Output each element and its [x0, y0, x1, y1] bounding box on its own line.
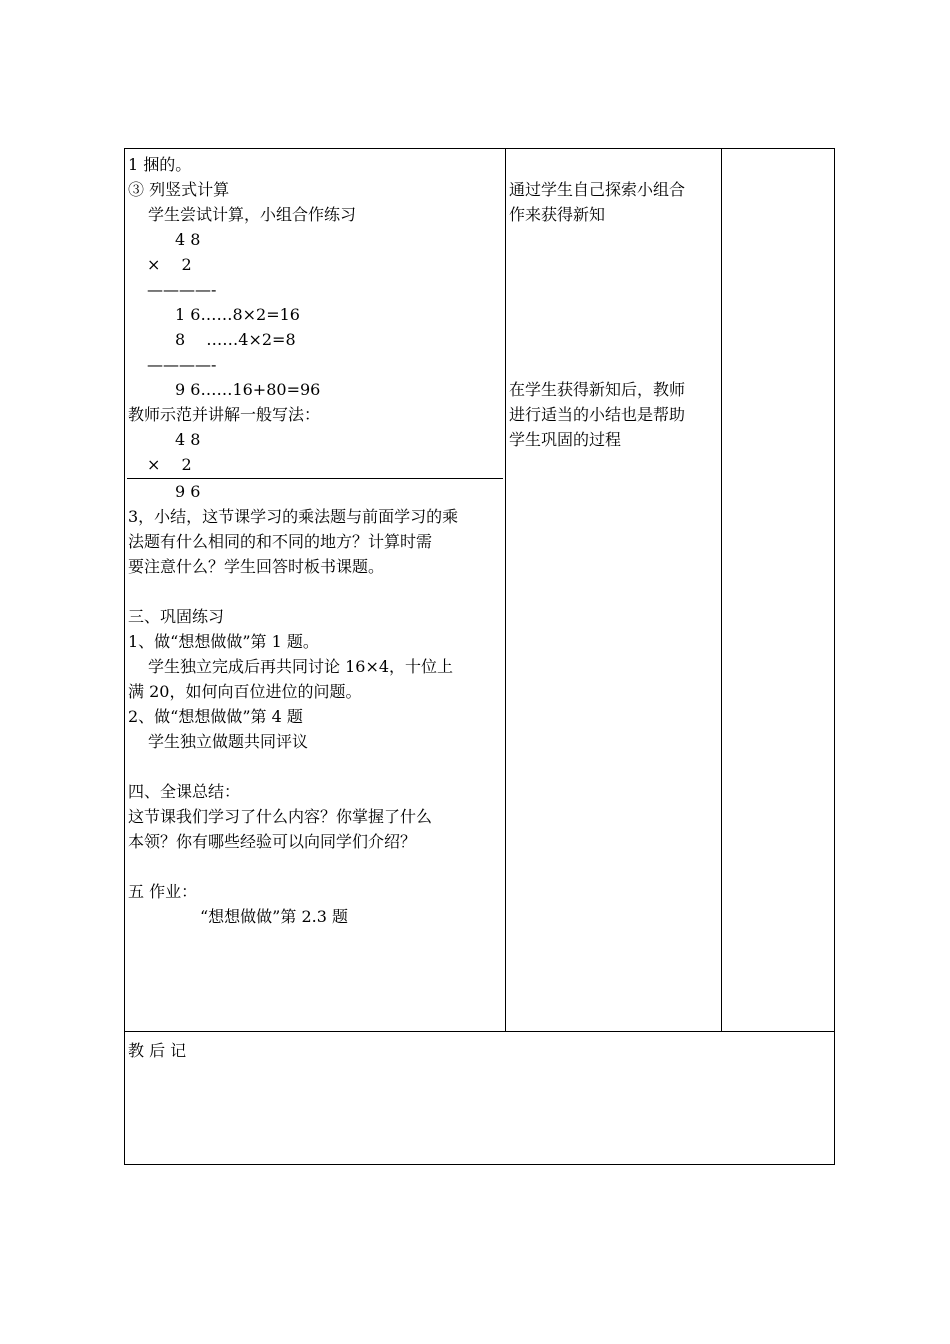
- column-divider-1: [505, 148, 506, 1032]
- lesson-line: 教师示范并讲解一般写法：: [128, 405, 321, 424]
- calc-line: 4 8: [175, 430, 201, 449]
- calc-divider: ————-: [147, 355, 217, 374]
- section-heading: 五 作业：: [128, 882, 198, 901]
- section-heading: 三、巩固练习: [128, 607, 225, 626]
- design-note-line: 进行适当的小结也是帮助: [509, 405, 686, 424]
- calc-line: 8 ……4×2=8: [175, 330, 296, 349]
- design-note-line: 作来获得新知: [509, 205, 606, 224]
- homework-line: “想想做做”第 2.3 题: [200, 907, 348, 926]
- vertical-calc-rule: [127, 478, 503, 479]
- design-note-line: 学生巩固的过程: [509, 430, 622, 449]
- calc-line: 9 6……16+80=96: [175, 380, 321, 399]
- lesson-line: 要注意什么？学生回答时板书课题。: [128, 557, 385, 576]
- calc-line: 1 6……8×2=16: [175, 305, 300, 324]
- section-heading: 四、全课总结：: [128, 782, 241, 801]
- lesson-line: 本领？你有哪些经验可以向同学们介绍？: [128, 832, 417, 851]
- design-note-line: 在学生获得新知后，教师: [509, 380, 686, 399]
- lesson-line: 3，小结，这节课学习的乘法题与前面学习的乘: [128, 507, 459, 526]
- lesson-line: ③ 列竖式计算: [128, 180, 230, 199]
- calc-line: × 2: [147, 455, 192, 474]
- lesson-line: 1 捆的。: [128, 155, 192, 174]
- calc-line: 9 6: [175, 482, 201, 501]
- design-note-line: 通过学生自己探索小组合: [509, 180, 686, 199]
- calc-divider: ————-: [147, 280, 217, 299]
- reflection-label: 教 后 记: [128, 1041, 187, 1060]
- lesson-line: 法题有什么相同的和不同的地方？计算时需: [128, 532, 433, 551]
- calc-line: 4 8: [175, 230, 201, 249]
- lesson-line: 满 20，如何向百位进位的问题。: [128, 682, 362, 701]
- lesson-line: 学生独立完成后再共同讨论 16×4，十位上: [148, 657, 454, 676]
- lesson-line: 学生独立做题共同评议: [148, 732, 309, 751]
- row-divider: [124, 1031, 835, 1032]
- lesson-line: 这节课我们学习了什么内容？你掌握了什么: [128, 807, 433, 826]
- column-divider-2: [721, 148, 722, 1032]
- lesson-line: 1、做“想想做做”第 1 题。: [128, 632, 319, 651]
- lesson-line: 2、做“想想做做”第 4 题: [128, 707, 303, 726]
- lesson-line: 学生尝试计算，小组合作练习: [148, 205, 357, 224]
- calc-line: × 2: [147, 255, 192, 274]
